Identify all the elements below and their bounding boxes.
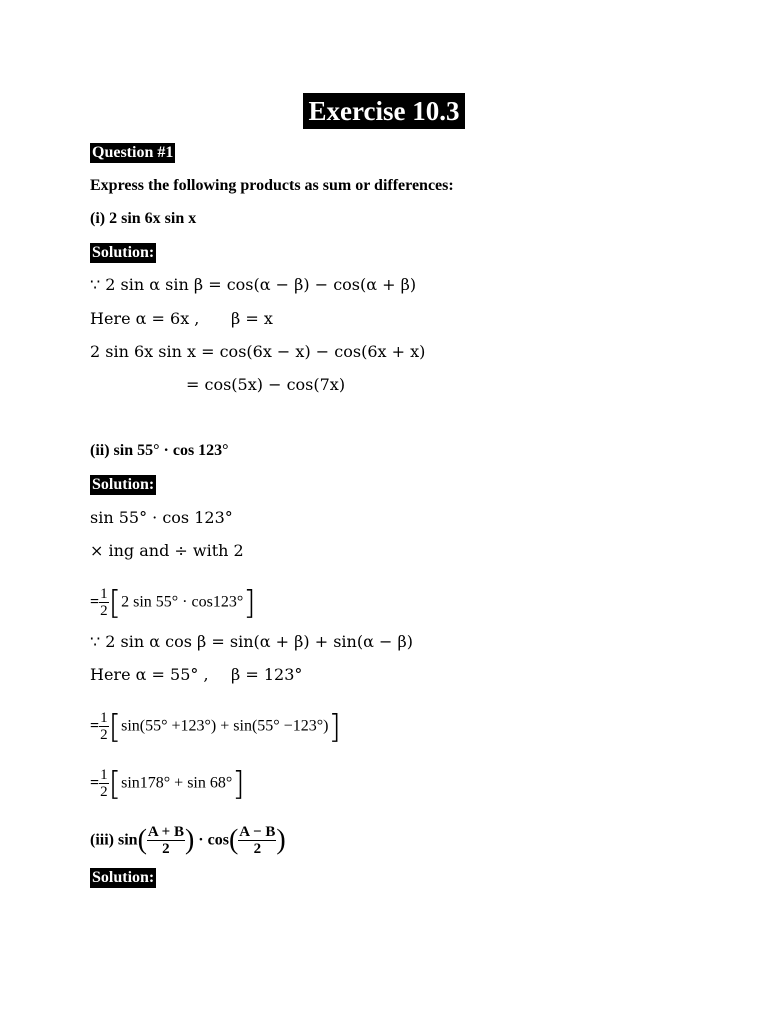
eq3-half-num: 1 (100, 767, 108, 783)
eq3-inner: sin178° + sin 68° (121, 774, 233, 792)
part2-eq3: = $\frac{1}{2}$ [sin178° + sin 68°] (90, 764, 245, 803)
eq2-inner: sin(55° +123°) + sin(55° −123°) (121, 717, 329, 735)
question-label-row (90, 142, 175, 163)
eq3-half-fraction (99, 767, 109, 800)
part2-formula: ∵ 2 sin α cos β = sin(α + β) + sin(α − β) (90, 632, 413, 651)
part1-formula: ∵ 2 sin α sin β = cos(α − β) − cos(α + β) (90, 275, 417, 294)
part2-line1: sin 55° · cos 123° (90, 508, 233, 527)
instruction-text: Express the following products as sum or differences: (90, 177, 454, 194)
part2-label: (ii) sin 55° · cos 123° (90, 442, 229, 459)
eq3-equals: = (90, 774, 100, 792)
part1-here-alpha: Here α = 6x , (90, 309, 200, 328)
part3-solution-label: Solution: (92, 869, 155, 886)
part1-label: (i) 2 sin 6x sin x (90, 210, 197, 227)
part3-frac2 (238, 824, 276, 857)
eq2-equals: = (90, 717, 100, 735)
eq2-half-num: 1 (100, 710, 108, 726)
eq1-inner: 2 sin 55° · cos123° (121, 593, 244, 611)
part2-here-beta: β = 123° (231, 665, 303, 684)
part1-step2: = cos(5x) − cos(7x) (186, 375, 346, 394)
part3-mid: · cos (198, 831, 229, 849)
part3-solution-row (90, 867, 156, 888)
part2-solution-row (90, 474, 156, 495)
part1-step1: 2 sin 6x sin x = cos(6x − x) − cos(6x + x) (90, 342, 426, 361)
part2-eq1: = $\frac{1}{2}$ [2 sin 55° · cos123°] (90, 583, 256, 622)
part3-frac2-den: 2 (253, 841, 262, 857)
question-label: Question #1 (92, 144, 174, 161)
part3-prefix: (iii) sin (90, 831, 138, 849)
eq1-half-den: 2 (100, 603, 108, 619)
part2-here-row (90, 665, 303, 685)
part1-here-row (90, 309, 273, 329)
part1-solution-label: Solution: (92, 244, 155, 261)
eq3-half-den: 2 (100, 784, 108, 800)
eq2-half-den: 2 (100, 727, 108, 743)
part2-here-alpha: Here α = 55° , (90, 665, 209, 684)
part1-solution-row (90, 242, 156, 263)
part3-frac1-num: A + B (147, 824, 184, 840)
exercise-title: Exercise 10.3 (303, 93, 465, 129)
eq2-half-fraction (99, 710, 109, 743)
eq1-half-fraction (99, 586, 109, 619)
part3-frac1-den: 2 (162, 841, 170, 857)
eq1-equals: = (90, 593, 100, 611)
part1-here-beta: β = x (231, 309, 273, 328)
eq1-half-num: 1 (100, 586, 108, 602)
part3-frac1 (147, 824, 185, 857)
part2-solution-label: Solution: (92, 476, 155, 493)
part2-eq2: = $\frac{1}{2}$ [sin(55° +123°) + sin(55° −123°)] (90, 707, 341, 746)
part2-line2: × ing and ÷ with 2 (90, 541, 244, 560)
part3-label: (iii) sin( $\frac{A + B}{2}$ ) · cos( $\frac{A - B}{2}$ ) (90, 824, 286, 857)
part3-frac2-num: A − B (239, 824, 276, 840)
